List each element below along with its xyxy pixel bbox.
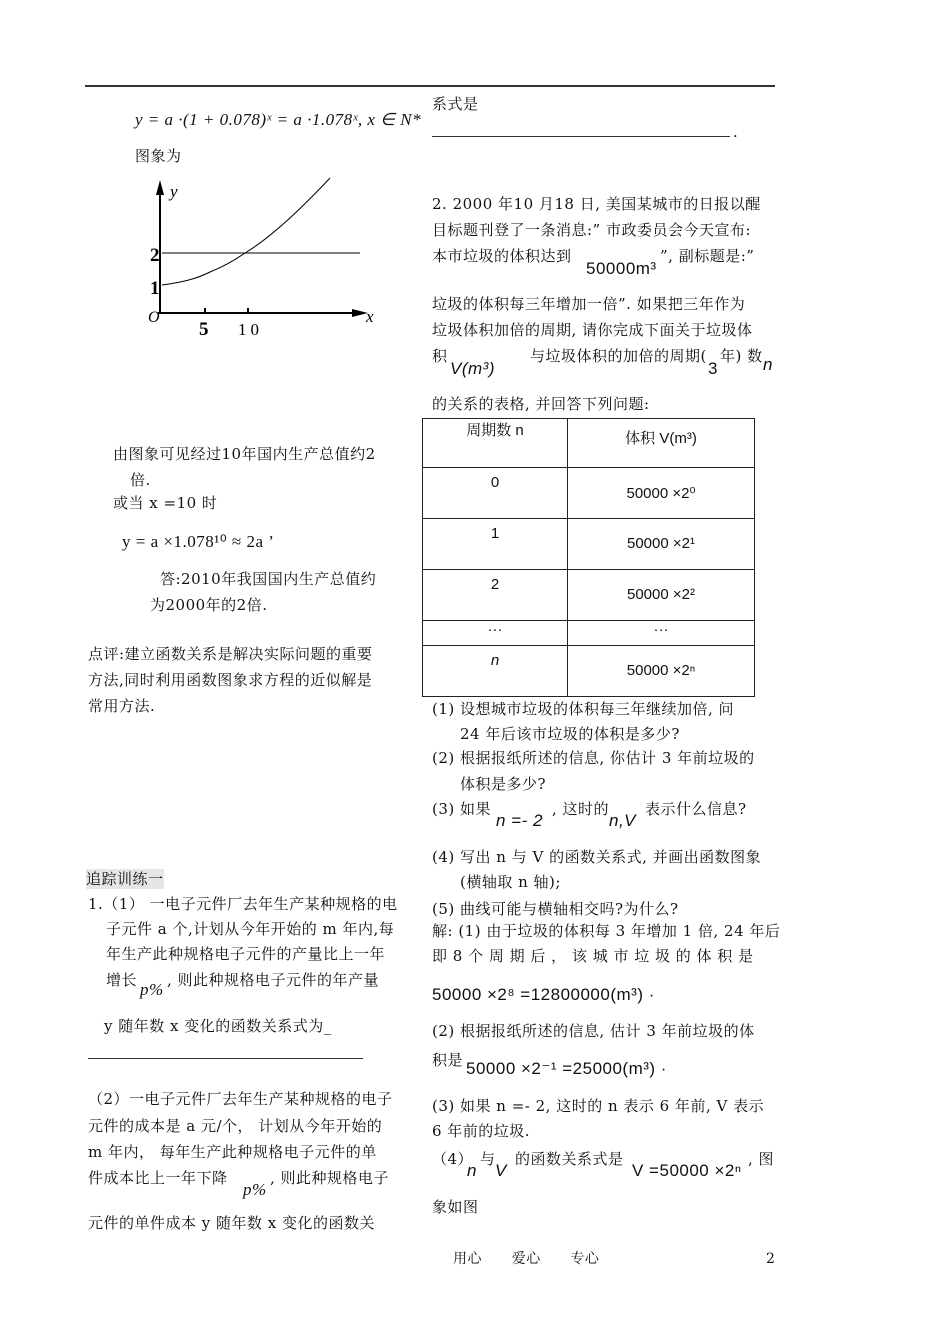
y-tick-1: 1 [150,278,160,299]
cell-n: 2 [423,570,568,621]
solution-line-5: (3) 如果 n =- 2, 这时的 n 表示 6 年前, V 表示 [432,1097,765,1115]
solution-line-6: 6 年前的垃圾. [432,1122,531,1140]
q1-line-4a: 增长 [106,971,138,989]
question-3a: (3) 如果 [432,800,492,818]
approx-formula: y = a ×1.078¹⁰ ≈ 2a ’ [122,532,275,551]
practice-title: 追踪训练一 [86,870,164,888]
cell-v: 50000 ×2¹ [568,519,755,570]
table-row [423,468,755,519]
growth-graph [140,175,380,345]
p2-line-3b: ”, 副标题是:” [660,247,755,265]
question-5: (5) 曲线可能与横轴相交吗?为什么? [432,900,679,918]
cell-n: 0 [423,468,568,519]
comment-line-1: 点评:建立函数关系是解决实际问题的重要 [88,645,373,663]
p2-line-3a: 本市垃圾的体积达到 [432,247,572,265]
header-rule [85,85,775,87]
question-4b: (横轴取 n 轴); [460,873,561,891]
p2-line-1: 2. 2000 年10 月18 日, 美国某城市的日报以醒 [432,195,761,213]
footer-motto: 用心 爱心 专心 [453,1251,600,1267]
cell-v: 50000 ×2² [568,570,755,621]
observation-line-2: 倍. [130,471,151,489]
q1-line-5: y 随年数 x 变化的函数关系式为_ [104,1017,332,1035]
table-row [423,646,755,697]
p2-line-6a: 积 [432,347,448,365]
x-tick-label-5: 5 [199,319,209,340]
solution-line-last: 象如图 [432,1198,479,1216]
p2-line-6b: 与垃圾体积的加倍的周期( [530,347,707,365]
answer-line-1: 答:2010年我国国内生产总值约 [160,570,377,588]
answer-line-2: 为2000年的2倍. [150,596,268,614]
solution-fig-text: , 图 [748,1150,775,1168]
p2-line-7: 的关系的表格, 并回答下列问题: [432,395,650,413]
growth-formula: y = a ·(1 + 0.078)ˣ = a ·1.078ˣ, x ∈ N* [135,110,422,129]
volume-table [422,418,755,697]
period-3: 3 [708,359,718,378]
q2-line-3: m 年内， 每年生产此种规格电子元件的单 [88,1143,377,1161]
continued-text: 系式是 [432,95,479,113]
header-volume: 体积 V(m³) [568,419,755,468]
n-equals-minus-2: n =- 2 [496,811,543,830]
question-3c: 表示什么信息? [645,800,747,818]
q2-line-4b: , 则此种规格电子 [270,1169,390,1187]
x-axis-label: x [366,307,374,326]
n-v-symbols: n,V [609,811,637,830]
volume-50000: 50000m³ [586,259,657,278]
answer-blank [432,136,730,137]
question-2a: (2) 根据报纸所述的信息, 你估计 3 年前垃圾的 [432,749,755,767]
graph-intro: 图象为 [135,147,182,165]
solution-with: 与 [480,1150,496,1168]
q1-line-2: 子元件 a 个,计划从今年开始的 m 年内,每 [106,920,395,938]
question-4a: (4) 写出 n 与 V 的函数关系式, 并画出函数图象 [432,848,762,866]
comment-line-3: 常用方法. [88,697,156,715]
p2-line-5: 垃圾体积加倍的周期, 请你完成下面关于垃圾体 [432,321,753,339]
p2-line-4: 垃圾的体积每三年增加一倍”. 如果把三年作为 [432,295,746,313]
growth-curve [162,178,330,285]
solution-relation-text: 的函数关系式是 [515,1150,624,1168]
solution-line-2: 即 8 个 周 期 后 ， 该 城 市 垃 圾 的 体 积 是 [432,947,754,965]
q1-line-4b: , 则此种规格电子元件的年产量 [167,971,380,989]
comment-line-2: 方法,同时利用函数图象求方程的近似解是 [88,671,373,689]
y-axis-arrow [156,180,164,195]
header-period: 周期数 n [423,419,568,468]
volume-symbol: V(m³) [450,359,495,378]
observation-line-1: 由图象可见经过10年国内生产总值约2 [113,445,376,463]
cell-v: 50000 ×2ⁿ [568,646,755,697]
p2-line-6c: 年) 数 [720,347,763,365]
cell-n: ··· [423,621,568,646]
answer-blank-period: . [733,123,739,141]
cell-n: 1 [423,519,568,570]
y-axis-label: y [170,182,178,201]
question-1a: (1) 设想城市垃圾的体积每三年继续加倍, 问 [432,700,735,718]
table-header-row [423,419,755,468]
question-3b: , 这时的 [552,800,610,818]
table-row [423,621,755,646]
cell-n: n [423,646,568,697]
p2-line-2: 目标题刊登了一条消息:” 市政委员会今天宣布: [432,221,752,239]
solution-line-4a: 积是 [432,1051,464,1069]
solution-4-label: （4） [432,1150,474,1168]
q2-line-2: 元件的成本是 a 元/个， 计划从今年开始的 [88,1117,383,1135]
solution-formula-2: 50000 ×2⁻¹ =25000(m³) · [466,1059,667,1078]
x-tick-label-10: 10 [238,320,263,339]
q2-line-4a: 件成本比上一年下降 [88,1169,228,1187]
n-symbol: n [763,355,773,374]
page-number: 2 [766,1251,776,1267]
q2-line-5: 元件的单件成本 y 随年数 x 变化的函数关 [88,1214,376,1232]
y-tick-2: 2 [150,245,160,266]
solution-formula-1: 50000 ×2⁸ =12800000(m³) · [432,985,655,1004]
q1-answer-blank [88,1058,363,1059]
cell-v: ··· [568,621,755,646]
origin-label: O [148,309,160,326]
cell-v: 50000 ×2⁰ [568,468,755,519]
table-row [423,570,755,621]
q1-line-1: 1.（1） 一电子元件厂去年生产某种规格的电 [88,895,398,913]
q2-percent: p% [243,1180,267,1199]
question-2b: 体积是多少? [460,775,547,793]
or-when-line: 或当 x =10 时 [113,494,218,512]
q1-line-3: 年生产此种规格电子元件的产量比上一年 [106,945,386,963]
solution-line-3: (2) 根据报纸所述的信息, 估计 3 年前垃圾的体 [432,1022,755,1040]
solution-v: V [495,1161,507,1180]
solution-function: V =50000 ×2ⁿ [632,1161,742,1180]
solution-n: n [467,1161,477,1180]
table-row [423,519,755,570]
question-1b: 24 年后该市垃圾的体积是多少? [460,725,680,743]
solution-line-1: 解: (1) 由于垃圾的体积每 3 年增加 1 倍, 24 年后 [432,922,781,940]
q2-line-1: （2）一电子元件厂去年生产某种规格的电子 [88,1090,393,1108]
q1-percent: p% [140,980,164,999]
